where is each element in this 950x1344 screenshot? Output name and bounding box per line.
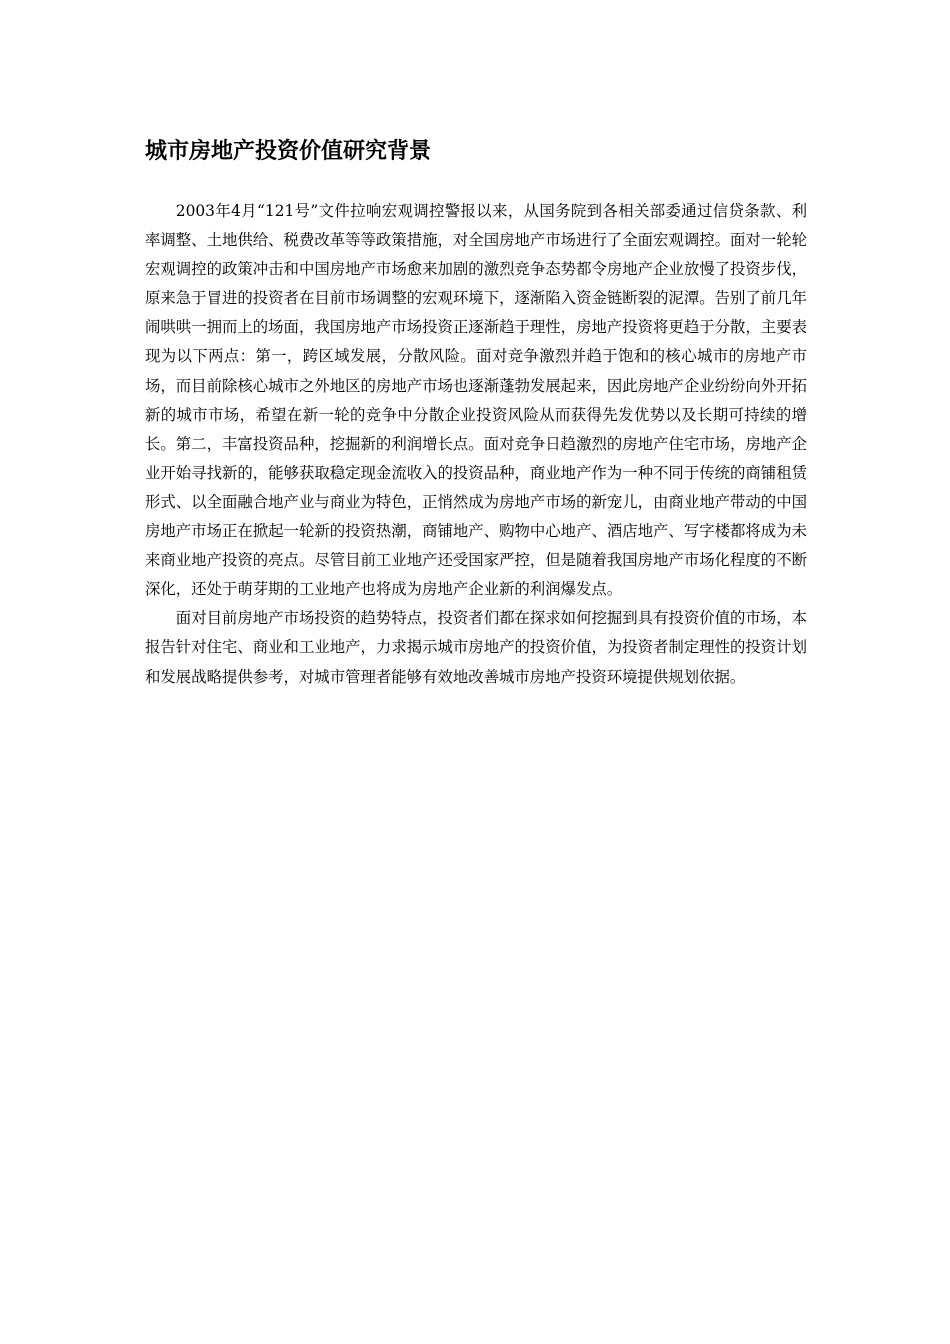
document-body [145, 197, 807, 692]
paragraph-purpose: 面对目前房地产市场投资的趋势特点，投资者们都在探求如何挖掘到具有投资价值的市场，本报告针对住宅、商业和工业地产，力求揭示城市房地产的投资价值，为投资者制定理性的投资计划和发展战略提供参考，对城市管理者能够有效地改善城市房地产投资环境提供规划依据。 [145, 609, 807, 686]
paragraph-background: 2003年4月“121号”文件拉响宏观调控警报以来，从国务院到各相关部委通过信贷条款、利率调整、土地供给、税费改革等等政策措施，对全国房地产市场进行了全面宏观调控。面对一轮轮宏观调控的政策冲击和中国房地产市场愈来加剧的激烈竞争态势都令房地产企业放慢了投资步伐，原来急于冒进的投资者在目前市场调整的宏观环境下，逐渐陷入资金链断裂的泥潭。告别了前几年闹哄哄一拥而上的场面，我国房地产市场投资正逐渐趋于理性，房地产投资将更趋于分散，主要表现为以下两点：第一，跨区域发展，分散风险。面对竞争激烈并趋于饱和的核心城市的房地产市场，而目前除核心城市之外地区的房地产市场也逐渐蓬勃发展起来，因此房地产企业纷纷向外开拓新的城市市场，希望在新一轮的竞争中分散企业投资风险从而获得先发优势以及长期可持续的增长。第二，丰富投资品种，挖掘新的利润增长点。面对竞争日趋激烈的房地产住宅市场，房地产企业开始寻找新的，能够获取稳定现金流收入的投资品种，商业地产作为一种不同于传统的商铺租赁形式、以全面融合地产业与商业为特色，正悄然成为房地产市场的新宠儿，由商业地产带动的中国房地产市场正在掀起一轮新的投资热潮，商铺地产、购物中心地产、酒店地产、写字楼都将成为未来商业地产投资的亮点。尽管目前工业地产还受国家严控，但是随着我国房地产市场化程度的不断深化，还处于萌芽期的工业地产也将成为房地产企业新的利润爆发点。 [145, 202, 807, 599]
document-title: 城市房地产投资价值研究背景 [145, 139, 432, 164]
